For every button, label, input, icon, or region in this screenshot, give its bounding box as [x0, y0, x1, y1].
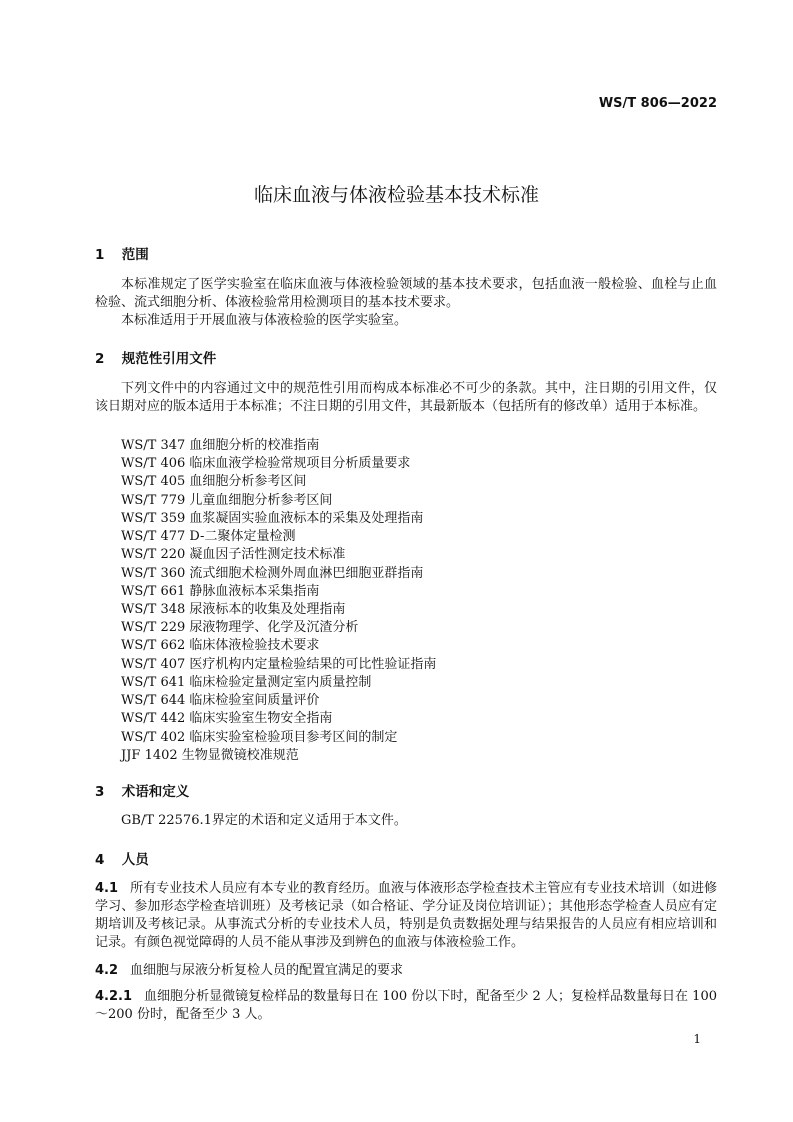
- clause-text: 血细胞与尿液分析复检人员的配置宜满足的要求: [130, 963, 404, 978]
- reference-item: WS/T 477 D-二聚体定量检测: [121, 529, 296, 544]
- reference-item: WS/T 641 临床检验定量测定室内质量控制: [121, 675, 372, 690]
- clause-number: 4.1: [95, 881, 119, 896]
- normative-intro: 下列文件中的内容通过文中的规范性引用而构成本标准必不可少的条款。其中，注日期的引用文件，仅该日期对应的版本适用于本标准；不注日期的引用文件，其最新版本（包括所有的修改单）适用于本标准。: [95, 381, 717, 414]
- section-title: 规范性引用文件: [121, 351, 217, 367]
- clause-4-2: [95, 962, 717, 980]
- clause-text: 血细胞分析显微镜复检样品的数量每日在 100 份以下时，配备至少 2 人；复检样品数量每日在 100～200 份时，配备至少 3 人。: [95, 989, 717, 1022]
- section-heading-scope: [95, 243, 149, 263]
- reference-item: WS/T 402 临床实验室检验项目参考区间的制定: [121, 730, 398, 745]
- scope-paragraph-1: 本标准规定了医学实验室在临床血液与体液检验领域的基本技术要求，包括血液一般检验、血栓与止血检验、流式细胞分析、体液检验常用检测项目的基本技术要求。: [95, 277, 717, 310]
- section-heading-personnel: [95, 848, 149, 868]
- section-number: 1: [95, 247, 105, 263]
- section-number: 3: [95, 784, 105, 800]
- page-header-doc-code: WS/T 806—2022: [598, 96, 717, 111]
- page-number: 1: [693, 1032, 701, 1046]
- reference-item: WS/T 220 凝血因子活性测定技术标准: [121, 547, 346, 562]
- reference-item: WS/T 405 血细胞分析参考区间: [121, 474, 307, 489]
- reference-item: WS/T 442 临床实验室生物安全指南: [121, 711, 333, 726]
- clause-number: 4.2: [95, 963, 119, 978]
- clause-text: 所有专业技术人员应有本专业的教育经历。血液与体液形态学检查技术主管应有专业技术培训（如进修学习、参加形态学检查培训班）及考核记录（如合格证、学分证及岗位培训证）；其他形态学检查人员应有定期培训及考核记录。从事流式分析的专业技术人员，特别是负责数据处理与结果报告的人员应有相应培训和记录。有颜色视觉障碍的人员不能从事涉及到辨色的血液与体液检验工作。: [95, 881, 717, 950]
- scope-paragraph-2: 本标准适用于开展血液与体液检验的医学实验室。: [121, 313, 408, 328]
- reference-item: WS/T 359 血浆凝固实验血液标本的采集及处理指南: [121, 511, 424, 526]
- section-title: 人员: [121, 852, 149, 868]
- section-title: 范围: [121, 247, 149, 263]
- reference-item: WS/T 662 临床体液检验技术要求: [121, 638, 320, 653]
- reference-item: WS/T 779 儿童血细胞分析参考区间: [121, 493, 333, 508]
- reference-item: WS/T 644 临床检验室间质量评价: [121, 693, 320, 708]
- reference-item: WS/T 229 尿液物理学、化学及沉渣分析: [121, 620, 359, 635]
- section-number: 4: [95, 852, 105, 868]
- clause-4-2-1: [95, 988, 717, 1024]
- reference-item: JJF 1402 生物显微镜校准规范: [121, 748, 299, 763]
- reference-item: WS/T 661 静脉血液标本采集指南: [121, 584, 320, 599]
- terms-paragraph: GB/T 22576.1界定的术语和定义适用于本文件。: [121, 813, 407, 828]
- reference-item: WS/T 348 尿液标本的收集及处理指南: [121, 602, 346, 617]
- clause-4-1: [95, 880, 717, 952]
- clause-number: 4.2.1: [95, 989, 133, 1004]
- reference-item: WS/T 360 流式细胞术检测外周血淋巴细胞亚群指南: [121, 566, 424, 581]
- document-title: 临床血液与体液检验基本技术标准: [253, 184, 539, 206]
- section-heading-normative: [95, 347, 216, 367]
- section-heading-terms: [95, 780, 189, 800]
- section-title: 术语和定义: [121, 784, 190, 800]
- reference-item: WS/T 347 血细胞分析的校准指南: [121, 438, 320, 453]
- reference-item: WS/T 406 临床血液学检验常规项目分析质量要求: [121, 456, 411, 471]
- reference-item: WS/T 407 医疗机构内定量检验结果的可比性验证指南: [121, 657, 437, 672]
- section-number: 2: [95, 351, 105, 367]
